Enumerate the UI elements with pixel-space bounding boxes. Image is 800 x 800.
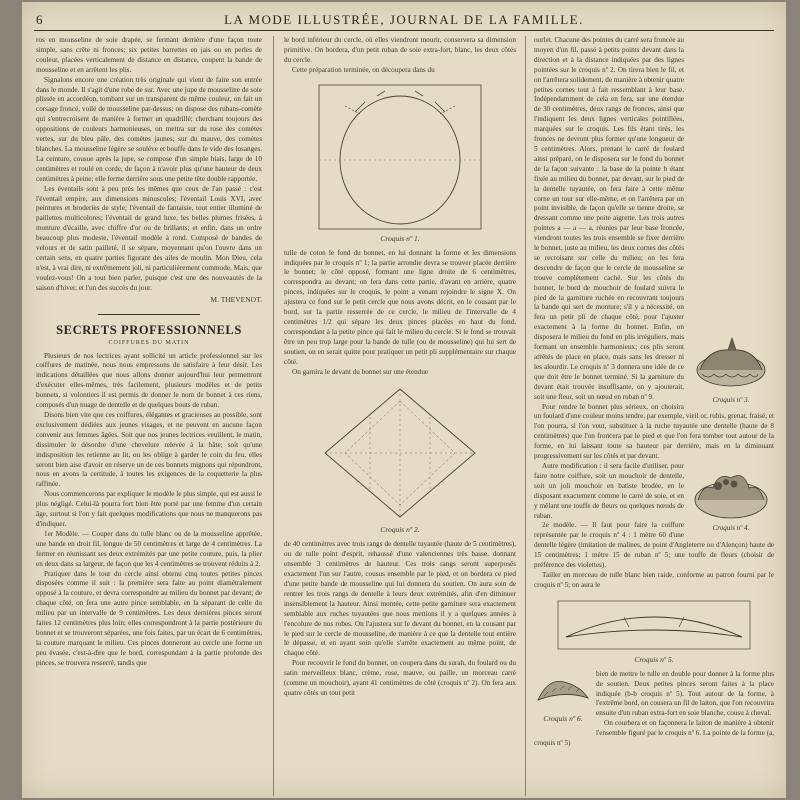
section-subtitle: COIFFURES DU MATIN: [108, 339, 190, 346]
lace-bonnet-sketch: [688, 464, 774, 524]
paragraph: ros en mousseline de soie drapée, se fermant derrière d'une façon toute simple, sans crête ni fronces; six petites barrettes en jais ou en perles de couleur, placées verticalement de distance en distance, coupent la bande de mousseline et en arrêtent les plis.: [36, 36, 262, 74]
paragraph: Pour recouvrir le fond du bonnet, on coupera dans du surah, du foulard ou du satin merveilleux blanc, crème, rose, mauve, ou paille, un morceau carré (comme un mouchoir), ayant 41 centimètres de côté (croquis nº 2). On fera aux quatre côtés un tout petit: [284, 659, 516, 697]
column-1: [36, 36, 262, 796]
paragraph: On garnira le devant du bonnet sur une étendue: [292, 367, 429, 376]
paragraph: de 40 centimètres avec trois rangs de dentelle tuyautée (haute de 5 centimètres), ou de tulle point d'esprit, rehaussé d'une valenciennes très basse, donnant ensemble 3 centimètres de hauteur. Ces trois rangs seront superposés exactement l'un sur l'autre, cousus ensemble par le pied, et on bordera ce pied d'une petite bande de mousseline qui lui donnera du soutien. On aura soin de rentrer les trois rangs de dentelle à leurs deux extrémités, afin d'en diminuer insensiblement la hauteur. Ainsi montée, cette petite garniture sera exactement semblable aux ruches tuyautées que nous mettions il y a quelques années à l'encolure de nos robes. On l'ajustera sur le devant du bonnet, en la cousant par le pied sur le cercle de mousseline, de manière à ce que la dentelle tout entière le dépasse, et en ayant soin qu'elle s'arrête exactement au même point, de chaque côté.: [284, 540, 516, 658]
page-header: [22, 12, 786, 30]
diamond-pattern-drawing: [315, 383, 485, 523]
paragraph: bien de mettre le tulle en double pour donner à la forme plus de soutien. Deux petites pinces seront faites à la place indiquée (b-b croquis nº 5). Tout autour de la forme, à l'extrême bord, on cousera un fil de laiton, que l'on recouvrira ensuite d'un ruban extra-fort en soie blanche, cousu à cheval.: [596, 669, 774, 718]
wire-frame-sketch: [534, 672, 592, 708]
author-signature: M. THEVENOT.: [210, 294, 262, 304]
paragraph: Cette préparation terminée, on découpera dans du: [292, 65, 435, 74]
figure-caption: Croquis nº 6.: [543, 713, 583, 723]
paragraph: 2e modèle. — Il faut pour faire la coiffure représentée par le croquis nº 4 : 1 mètre 60 d'une dentelle légère (imitation de malines, de point d'Angleterre ou d'Alençon) haute de 15 centimètres; 1 mètre 15 de ruban nº 5; une touffe de fleurs (choisir de préférence des violettes).: [534, 521, 774, 570]
paragraph: Pour rendre le bonnet plus sérieux, on choisira un foulard d'une couleur moins tendre, par exemple, vieil or, rubis, grenat, fraisé, et l'on pourra, si l'on veut, substituer à la ruche tuyautée une dentelle (haute de 8 centimètres) que l'on froncera par le pied et que l'on fera tomber tout autour de la forme, en lui laissant toute sa hauteur par derrière, mais en la diminuant progressivement sur les côtés et par devant.: [534, 402, 774, 461]
paragraph: Tailler un morceau de tulle blanc bien raide, conforme au patron fourni par le croquis nº 5; on aura le: [534, 570, 774, 589]
pattern-figure-5: [554, 597, 754, 653]
paragraph: On courbera et on façonnera le laiton de manière à obtenir l'ensemble figuré par le croquis nº 6. La pointe de la forme (a, croquis nº 5): [534, 719, 774, 748]
paragraph: Autre modification : il sera facile d'utiliser, pour faire notre coiffure, soit un mouchoir de dentelle, soit un joli mouchoir en batiste brodée, en le disposant exactement comme le carré de soie, et en y mêlant une touffe de fleurs ou quelques nœuds de ruban.: [534, 461, 684, 520]
paragraph: Nous commencerons par expliquer le modèle le plus simple, qui est aussi le plus négligé. Celui-là pourra fort bien être porté par une femme d'un certain âge, surtout si l'on y fait quelques modifications que nous ne manquerons pas d'indiquer.: [36, 490, 262, 528]
paragraph: Les éventails sont à peu près les mêmes que ceux de l'an passé : c'est l'éventail empire, aux dimensions minuscules; l'éventail Louis XVI, avec peintures et broderies de style; l'éventail de fantaisie, tout entier illuminé de paillettes multicolores; l'éventail de grand luxe, les belles plumes frisées, à monture d'écaille, avec chiffre d'or ou de brillants; et enfin, dans un ordre beaucoup plus modeste, l'éventail modèle à rond. Composé de bandes de velours et de satin pailleté, il se sépare, moyennant qu'on l'ouvre dans un certain sens, en quatre parties figurant des ailes de moulin. Mon Dieu, cela n'est, à vrai dire, ni extrêmement joli, ni particulièrement commode. Mais, que voulez-vous! On a tout bien parler, puisque c'est une des nouveautés de la saison d'hiver, et l'un des succès du jour.: [36, 184, 262, 292]
column-2: [284, 36, 516, 796]
header-rule: [34, 30, 774, 31]
figure-caption: Croquis nº 2.: [380, 525, 420, 535]
figure-caption: Croquis nº 1.: [380, 233, 420, 243]
figure-caption: Croquis nº 4.: [712, 523, 750, 532]
paragraph: Pratiquer dans le tour du cercle ainsi obtenu cinq toutes petites pinces disposées comme il suit : la première sera faite au point diamétralement opposé à la couture, et devra correspondre au milieu du bonnet par devant; de chaque côté, on fera une autre pince semblable, en la séparant de celle du milieu par un intervalle de 9 centimètres. Les deux dernières pinces seront faites 12 centimètres plus loin; elles correspondront à la partie postérieure du bonnet et se trouveront séparées, une fois faites, par un écart de 6 centimètres, la couture marquant le milieu. Ces pinces donneront au cercle une forme un peu évasée, c'est-à-dire que le bord, correspondant à la partie profonde des pinces, se trouvera resserré, tandis que: [36, 569, 262, 667]
section-title: SECRETS PROFESSIONNELS: [56, 322, 242, 337]
oval-pattern-drawing: [315, 82, 485, 232]
section-divider: [98, 314, 200, 315]
page-number: 6: [36, 12, 43, 27]
paragraph: Disons bien vite que ces coiffures, élégantes et gracieuses au possible, sont exclusivement dédiées aux jeunes visages, et ne peuvent en aucune façon convenir aux femmes âgées. Soit que nos jeunes lectrices veuillent, le matin, dissimuler le désordre d'une chevelure relevée à la hâte; soit qu'une indisposition les retienne au lit, ou les oblige à garder le coin du feu, elles seront bien aise d'avoir en réserve un de ces bonnets mignons qui répondront, nous en avons la certitude, à toutes les exigences de la coquetterie la plus raffinée.: [36, 411, 262, 489]
column-3: [534, 36, 774, 796]
column-divider: [525, 36, 526, 796]
paragraph: le bord inférieur du cercle, où elles viendront mourir, conservera sa dimension primitive. On bordera, d'un petit ruban de soie extra-fort, blanc, les deux côtés du cercle.: [284, 36, 516, 64]
paragraph: ourlet. Chacune des pointes du carré sera froncée au moyen d'un fil, passé à petits points devant dans la direction et à la distance indiquées par des lignes pointées sur le croquis nº 2. On tirera bien le fil, et on l'arrêtera solidement, de manière à obtenir quatre petites cornes tout à fait ressemblant à leur base. Indépendamment de cela en fera, sur une étendue de 30 centimètres, deux rangs de fronces, ainsi que l'indiquent les deux lignes verticales pointillées, marquées sur le croquis. Les fils étant tirés, les fronces ne devront plus former qu'une longueur de 5 centimètres. Alors, prenant le carré de foulard ainsi préparé, on le disposera sur le fond du bonnet de la façon suivante : la base de la pointe b étant fixée au milieu du bonnet, par devant, sur le pied de la dentelle tuyautée, on fera faire à cette même corne un tour sur elle-même, et on l'arrêtera par un point invisible, de façon qu'elle se tienne droite, se dressant comme une poite aigrette. Les trois autres pointes a — a — a, réunies par leur base froncée, viendront toutes les trois ensemble se fixer derrière le bonnet, juste au milieu, les deux cornes des côtés se recroisant sur celle du milieu; on les fera descendre de façon que le cercle de mousseline se trouve complètement caché. Sur les côtés du bonnet, le bord de mouchoir de foulard suivra le pied de la garniture ruchée en recouvrant toujours la bande qui sert de monture; s'il y a nécessité, on fera un petit pli de chaque côté, pour l'ajuster exactement à la forme du bonnet. Enfin, on disposera le milieu du fond en plis irréguliers, mais formant un ensemble harmonieux; ces plis seront arrêtés de place en place, mais sans les dresser ni les alourdir. Le croquis nº 3 donnera une idée de ce que doit être le bonnet terminé. Si la garniture du devant était trouvée insuffisante, on y ajouterait, soit une fleur, soit un nœud en ruban nº 9.: [534, 36, 684, 401]
paragraph: Signalons encore une création très originale qui vient de faire son entrée dans le monde. Il s'agit d'une robe de sur. Avec une jupe de mousseline de soie plissée en accordéon, tombant sur un transparent de même couleur, on fait un corsage froncé, voilé de mousseline par-dessus; on dispose des rubans-comète qui s'entrecroisent de manière à former un quadrillé; cherchant toujours des oppositions de couleurs harmonieuses, on mettra sur du rose des comètes vertes, sur du bleu pâle, des comètes jaunes; sur du mauve, des comètes blanches. La mousseline légère se soulève et bouffe dans le vide des losanges. La ceinture, cousue après la jupe, se compose d'un simple biais, large de 10 centimètres et roulé en corde, de façon à n'avoir plus qu'une hauteur de deux centimètres à peine; elle ferme derrière sous une petite tête double rapportée.: [36, 75, 262, 183]
bonnet-illustration-3: [688, 336, 774, 404]
figure-caption: Croquis nº 5.: [634, 654, 674, 664]
journal-title: LA MODE ILLUSTRÉE, JOURNAL DE LA FAMILLE.: [224, 12, 584, 27]
pattern-figure-2: [315, 383, 485, 523]
bonnet-illustration-4: [688, 464, 774, 532]
figure-caption: Croquis nº 3.: [712, 396, 750, 404]
paragraph: tulle de coton le fond du bonnet, en lui donnant la forme et les dimensions indiquées par le croquis nº 1; la partie arrondie devra se trouver placée derrière le bonnet; le côté opposé, formant une ligne droite de 6 centimètres, correspondra au devant; on fera dans cette partie, d'avant en arrière, quatre pinces, indiquées sur le croquis, le point a venant rejoindre le signe X. On ajustera ce fond sur le petit cercle que nous avons décrit, en le cousant par le bord, sur la partie resserrée de ce cercle, le milieu de l'intervalle de 4 centimètres 1/2 qui sépare les deux pinces placées en haut du fond, correspondant à la petite pince qui fait le milieu du cercle. Si le fond se trouvait être un peu trop large pour la bande de tulle (ou de mousseline) qui lui sert de soutien, on en serait quitte pour pratiquer un petit pli supplémentaire sur chaque côté.: [284, 248, 516, 366]
paragraph: Plusieurs de nos lectrices ayant sollicité un article professionnel sur les coiffures de matinée, nous nous empressons de satisfaire à leur désir. Les indications détaillées que nous allons donner aujourd'hui leur permettront d'exécuter elles-mêmes, très facilement, plusieurs modèles et de petits bonnets, si volontiers il est permis de donner le nom de bonnet à ces riens, composés d'un nuage de dentelle et de quelques bouts de ruban.: [36, 351, 262, 410]
pattern-figure-1: [315, 82, 485, 232]
newspaper-page: [22, 2, 786, 798]
bonnet-illustration-6: [534, 672, 592, 729]
paragraph: 1er Modèle. — Couper dans du tulle blanc ou de la mousseline apprêtée, une bande en droit fil, longue de 50 centimètres et large de 4 centimètres. La fermer en réunissant ses deux extrémités par une petite couture, puis, la plier en deux dans sa largeur, de façon que les 4 centimètres se trouvent réduits à 2.: [36, 529, 262, 568]
bonnet-sketch: [688, 336, 774, 396]
column-divider: [273, 36, 274, 796]
crescent-pattern-drawing: [554, 597, 754, 653]
